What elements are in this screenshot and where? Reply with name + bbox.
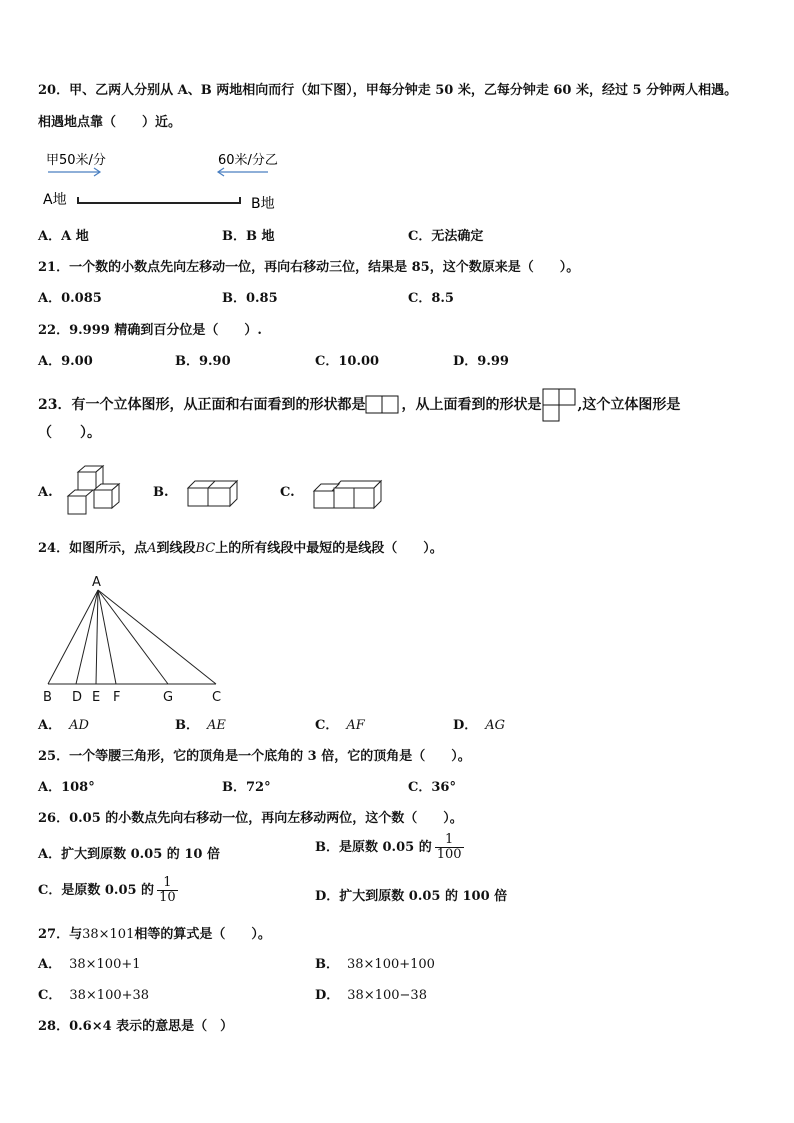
q22-option-c[interactable]: C．10.00 [315,354,380,369]
q23-part2: ，从上面看到的形状是 [401,397,542,413]
q27-text: 27．与38×101相等的算式是（ ）。 [38,927,271,942]
q25-option-c[interactable]: C．36° [408,780,456,795]
q26-text: 26．0.05 的小数点先向右移动一位，再向左移动两位，这个数（ ）。 [38,811,463,826]
label-a: A [92,575,101,590]
fraction-1-100: $\frac{1}{100}$ [436,832,462,862]
segment-ae [96,590,98,684]
segment-ab [48,590,98,684]
q20-option-a[interactable]: A．A 地 [38,229,89,244]
q27-option-d[interactable]: D． 38×100−38 [315,988,427,1003]
q23-part3: ,这个立体图形是 [577,397,681,413]
q23-option-a-cubes [66,464,122,516]
q21-option-a[interactable]: A．0.085 [38,291,102,306]
q25-text: 25．一个等腰三角形，它的顶角是一个底角的 3 倍，它的顶角是（ ）。 [38,749,471,764]
q23-option-c-cubes [312,478,384,510]
q27-option-b[interactable]: B． 38×100+100 [315,957,435,972]
q27-expression: 38×101 [82,927,135,942]
q24-option-a[interactable]: A． AD [38,718,89,733]
yi-speed-label: 60米/分乙 [218,153,278,168]
q22-option-a[interactable]: A．9.00 [38,354,93,369]
label-f: F [113,690,121,705]
q24-post: 上的所有线段中最短的是线段（ ）。 [215,541,443,556]
segment-ad [76,590,98,684]
q24-option-c[interactable]: C． AF [315,718,365,733]
fraction-1-10: $\frac{1}{10}$ [159,875,176,905]
q27-option-a[interactable]: A． 38×100+1 [38,957,141,972]
q21-text: 21．一个数的小数点先向左移动一位，再向右移动三位，结果是 85，这个数原来是（ ）。 [38,260,580,275]
q20-option-c[interactable]: C．无法确定 [408,229,484,244]
q24-pre: 24．如图所示，点 [38,541,148,556]
q24-triangle-figure [38,570,238,708]
q24-option-d[interactable]: D． AG [453,718,506,733]
a-place-label: A地 [43,192,67,208]
q23-part1: 23．有一个立体图形，从正面和右面看到的形状都是 [38,397,366,413]
jia-speed-label: 甲50米/分 [46,153,106,168]
q26-option-b[interactable]: B．是原数 0.05 的 $\frac{1}{100}$ [315,832,462,862]
front-view-two-squares [365,395,401,415]
b-place-label: B地 [251,196,275,212]
q23-option-c[interactable]: C. [280,485,295,500]
q28-text: 28．0.6×4 表示的意思是（ ） [38,1019,234,1034]
q27-option-c[interactable]: C． 38×100+38 [38,988,150,1003]
q24-text [38,540,443,558]
q20-option-b[interactable]: B．B 地 [222,229,275,244]
q20-line1: 20．甲、乙两人分别从 A、B 两地相向而行（如下图），甲每分钟走 50 米，乙每分钟走 60 米，经过 5 分钟两人相遇。 [38,83,738,98]
q26-option-d[interactable]: D．扩大到原数 0.05 的 100 倍 [315,889,508,904]
q21-option-c[interactable]: C．8.5 [408,291,454,306]
q24-mid: 到线段 [156,541,196,556]
q23-line1 [38,388,680,422]
label-b: B [43,690,52,705]
q22-option-d[interactable]: D．9.99 [453,354,509,369]
q25-option-a[interactable]: A．108° [38,780,95,795]
q22-option-b[interactable]: B．9.90 [175,354,231,369]
q20-figure [38,146,288,216]
q20-line2: 相遇地点靠（ ）近。 [38,115,182,130]
label-d: D [72,690,83,705]
q23-option-b-cubes [186,478,242,510]
q24-option-b[interactable]: B． AE [175,718,226,733]
q24-point-a: A [147,541,157,556]
q22-text: 22．9.999 精确到百分位是（ ）. [38,323,262,338]
q26-option-c[interactable]: C．是原数 0.05 的 $\frac{1}{10}$ [38,875,176,905]
segment-af [98,590,116,684]
top-view-l-shape [541,388,577,422]
label-g: G [163,690,174,705]
q25-option-b[interactable]: B．72° [222,780,271,795]
q21-option-b[interactable]: B．0.85 [222,291,278,306]
q26-option-a[interactable]: A．扩大到原数 0.05 的 10 倍 [38,847,220,862]
q23-option-a[interactable]: A. [38,485,53,500]
q23-line2: （ ）。 [38,425,101,441]
label-e: E [92,690,101,705]
q24-segment-bc: BC [195,541,216,556]
q23-option-b[interactable]: B. [153,485,169,500]
label-c: C [212,690,222,705]
